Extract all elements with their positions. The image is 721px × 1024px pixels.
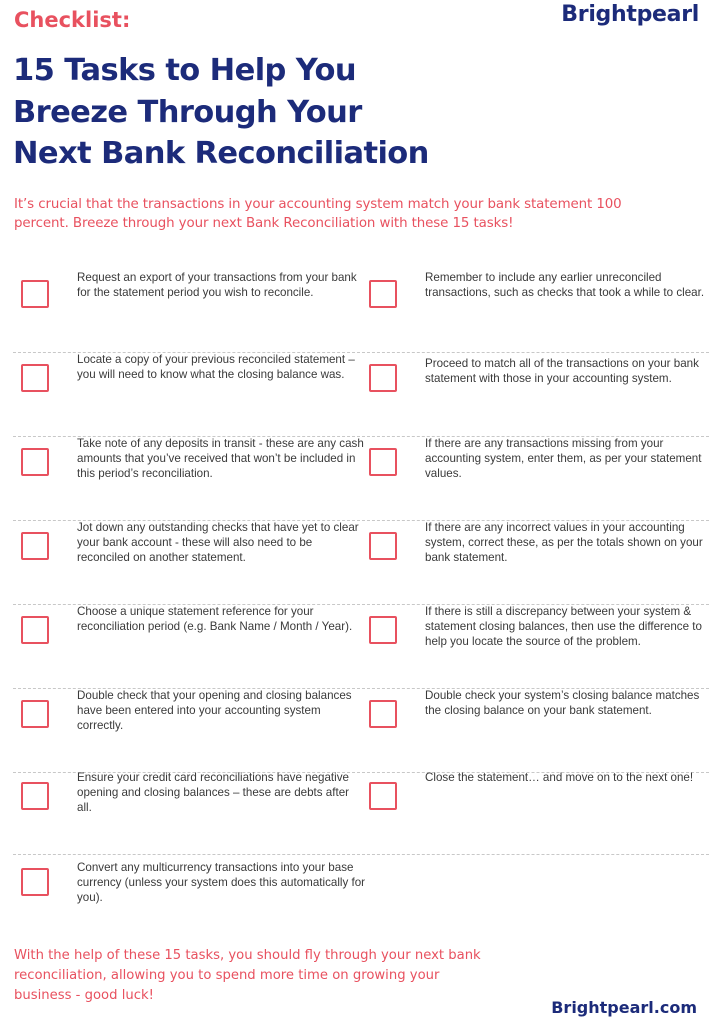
task-checkbox[interactable]	[369, 700, 397, 728]
task-row	[13, 268, 709, 353]
task-checkbox[interactable]	[369, 782, 397, 810]
task-item	[13, 856, 366, 940]
task-text: Convert any multicurrency transactions into your base currency (unless your system does this automatically for you).	[77, 861, 366, 904]
task-checkbox[interactable]	[369, 616, 397, 644]
title-line: Next Bank Reconciliation	[13, 136, 429, 171]
title-line: Breeze Through Your	[13, 94, 362, 130]
task-checkbox[interactable]	[21, 868, 49, 896]
task-row	[13, 688, 709, 773]
task-text: Choose a unique statement reference for your reconciliation period (e.g. Bank Name / Month / Year).	[77, 605, 353, 633]
task-row	[13, 352, 709, 437]
task-item	[13, 520, 361, 604]
task-checkbox[interactable]	[21, 280, 49, 308]
task-checkbox[interactable]	[21, 700, 49, 728]
task-checkbox[interactable]	[369, 448, 397, 476]
intro-text: It’s crucial that the transactions in your accounting system match your bank statement 100 percent. Breeze through your next Bank Reconciliation with these 15 tasks!	[14, 197, 622, 231]
task-item	[361, 520, 709, 604]
task-text: If there is still a discrepancy between your system & statement closing balances, then use the difference to help you locate the source of the problem.	[425, 605, 702, 648]
task-checkbox[interactable]	[369, 280, 397, 308]
task-item	[361, 688, 709, 772]
task-row	[13, 520, 709, 605]
task-item	[361, 436, 709, 520]
task-text: Request an export of your transactions from your bank for the statement period you wish to reconcile.	[77, 271, 357, 299]
task-text: Double check your system’s closing balance matches the closing balance on your bank statement.	[425, 689, 700, 717]
task-text: Jot down any outstanding checks that have yet to clear your bank account - these will also need to be reconciled on another statement.	[77, 521, 359, 564]
task-item	[13, 688, 361, 772]
task-checkbox[interactable]	[369, 532, 397, 560]
task-text: Locate a copy of your previous reconciled statement – you will need to know what the closing balance was.	[77, 353, 355, 381]
task-checkbox[interactable]	[21, 364, 49, 392]
task-text: Ensure your credit card reconciliations have negative opening and closing balances – these are debts after all.	[77, 771, 350, 814]
task-text: Double check that your opening and closing balances have been entered into your accounting system correctly.	[77, 689, 352, 732]
task-checkbox[interactable]	[21, 532, 49, 560]
task-item	[13, 770, 361, 854]
task-item	[13, 268, 361, 352]
task-item	[361, 770, 709, 854]
brightpearl-logo: Brightpearl	[561, 2, 699, 27]
task-item	[13, 436, 364, 520]
task-text: If there are any transactions missing from your accounting system, enter them, as per your statement values.	[425, 437, 702, 480]
task-row	[13, 436, 709, 521]
task-item	[361, 352, 709, 436]
page-title	[13, 50, 573, 175]
task-text: Remember to include any earlier unreconciled transactions, such as checks that took a while to clear.	[425, 271, 705, 299]
task-row	[13, 856, 709, 940]
task-item	[13, 352, 361, 436]
task-checkbox[interactable]	[21, 448, 49, 476]
task-row	[13, 604, 709, 689]
task-text: Close the statement… and move on to the next one!	[425, 771, 694, 784]
task-text: If there are any incorrect values in your accounting system, correct these, as per the totals shown on your bank statement.	[425, 521, 703, 564]
website-url: Brightpearl.com	[551, 998, 697, 1017]
task-item	[361, 604, 709, 688]
outro-text: With the help of these 15 tasks, you should fly through your next bank reconciliation, allowing you to spend more time on growing your business - good luck!	[14, 948, 481, 1003]
task-text: Take note of any deposits in transit - these are any cash amounts that you’ve received that won’t be included in this period’s reconciliation.	[77, 437, 364, 480]
task-row	[13, 770, 709, 855]
task-item	[361, 268, 709, 352]
title-line: 15 Tasks to Help You	[13, 53, 356, 88]
task-item	[13, 604, 361, 688]
task-checkbox[interactable]	[21, 616, 49, 644]
task-text: Proceed to match all of the transactions on your bank statement with those in your accounting system.	[425, 357, 699, 385]
task-checkbox[interactable]	[21, 782, 49, 810]
checklist-label: Checklist:	[14, 8, 131, 32]
task-checkbox[interactable]	[369, 364, 397, 392]
